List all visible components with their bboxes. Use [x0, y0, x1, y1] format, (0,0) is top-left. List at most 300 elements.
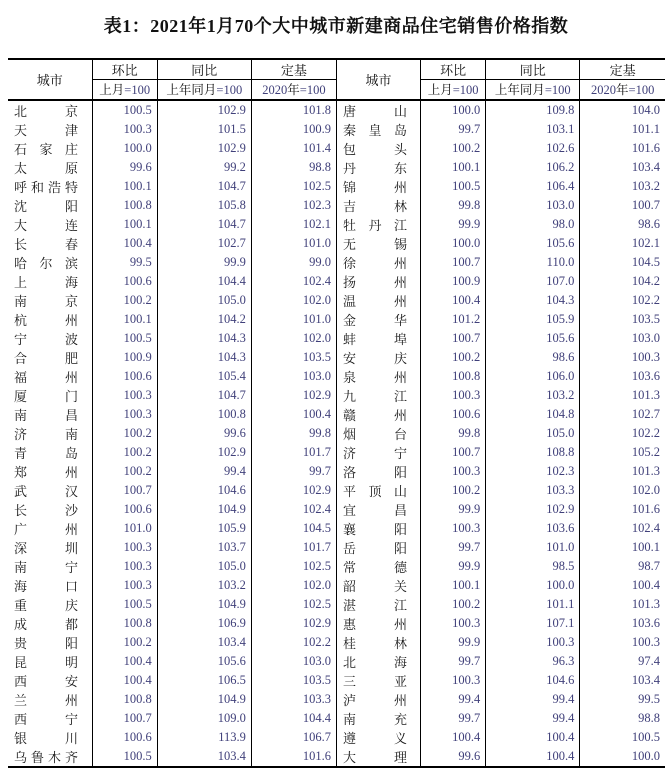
city-cell-left — [8, 100, 92, 120]
table-row — [8, 690, 665, 709]
city-cell-right — [336, 690, 420, 709]
base-value-cell: 104.2 — [580, 272, 665, 291]
yoy-value-cell: 105.0 — [157, 557, 251, 576]
base-value-cell: 102.4 — [251, 272, 336, 291]
header-city-right: 城市 — [336, 59, 420, 100]
base-value-cell: 102.0 — [251, 329, 336, 348]
city-name: 天津 — [14, 122, 78, 138]
header-base-right: 定基 — [580, 59, 665, 80]
city-name: 吉林 — [342, 198, 407, 214]
city-name: 长沙 — [14, 502, 78, 518]
city-name: 泉州 — [342, 369, 407, 385]
base-value-cell: 100.3 — [580, 633, 665, 652]
mom-value-cell: 99.9 — [421, 215, 486, 234]
yoy-value-cell: 106.0 — [486, 367, 580, 386]
mom-value-cell: 100.2 — [92, 291, 157, 310]
city-cell-right — [336, 253, 420, 272]
base-value-cell: 101.6 — [251, 747, 336, 767]
mom-value-cell: 100.5 — [92, 329, 157, 348]
mom-value-cell: 100.3 — [92, 405, 157, 424]
base-value-cell: 102.4 — [251, 500, 336, 519]
yoy-value-cell: 109.8 — [486, 100, 580, 120]
yoy-value-cell: 104.6 — [157, 481, 251, 500]
table-row — [8, 405, 665, 424]
table-row — [8, 500, 665, 519]
city-cell-left — [8, 158, 92, 177]
yoy-value-cell: 106.4 — [486, 177, 580, 196]
city-name: 南京 — [14, 293, 78, 309]
city-name: 昆明 — [14, 654, 78, 670]
table-row — [8, 709, 665, 728]
base-value-cell: 98.7 — [580, 557, 665, 576]
city-cell-left — [8, 671, 92, 690]
base-value-cell: 103.0 — [251, 652, 336, 671]
mom-value-cell: 100.9 — [421, 272, 486, 291]
city-name: 安庆 — [342, 350, 407, 366]
yoy-value-cell: 103.6 — [486, 519, 580, 538]
subheader-base-right: 2020年=100 — [580, 80, 665, 100]
yoy-value-cell: 99.4 — [157, 462, 251, 481]
city-cell-left — [8, 215, 92, 234]
city-name: 赣州 — [342, 407, 407, 423]
mom-value-cell: 100.5 — [92, 747, 157, 767]
mom-value-cell: 99.4 — [421, 690, 486, 709]
base-value-cell: 102.9 — [251, 481, 336, 500]
city-name: 合肥 — [14, 350, 78, 366]
base-value-cell: 102.5 — [251, 177, 336, 196]
yoy-value-cell: 105.6 — [157, 652, 251, 671]
mom-value-cell: 99.6 — [421, 747, 486, 767]
subheader-number: =100 — [216, 83, 243, 98]
city-cell-right — [336, 671, 420, 690]
table-row — [8, 595, 665, 614]
yoy-value-cell: 102.3 — [486, 462, 580, 481]
mom-value-cell: 100.5 — [92, 100, 157, 120]
city-cell-right — [336, 709, 420, 728]
city-name: 扬州 — [342, 274, 407, 290]
yoy-value-cell: 98.5 — [486, 557, 580, 576]
header-city-left: 城市 — [36, 72, 63, 88]
table-row — [8, 120, 665, 139]
subheader-number: 2020 — [262, 83, 288, 98]
city-cell-left — [8, 329, 92, 348]
yoy-value-cell: 104.3 — [157, 348, 251, 367]
base-value-cell: 103.5 — [580, 310, 665, 329]
city-cell-left — [8, 538, 92, 557]
yoy-value-cell: 105.9 — [157, 519, 251, 538]
city-name: 三亚 — [342, 673, 407, 689]
mom-value-cell: 100.4 — [421, 291, 486, 310]
base-value-cell: 102.9 — [251, 386, 336, 405]
table-row — [8, 329, 665, 348]
city-name: 岳阳 — [342, 540, 407, 556]
yoy-value-cell: 105.6 — [486, 329, 580, 348]
city-cell-right — [336, 747, 420, 767]
city-cell-right — [336, 519, 420, 538]
base-value-cell: 102.2 — [580, 424, 665, 443]
table-row — [8, 177, 665, 196]
city-cell-left — [8, 253, 92, 272]
yoy-value-cell: 106.5 — [157, 671, 251, 690]
header-base-left: 定基 — [251, 59, 336, 80]
yoy-value-cell: 103.1 — [486, 120, 580, 139]
yoy-value-cell: 99.9 — [157, 253, 251, 272]
city-cell-left — [8, 424, 92, 443]
base-value-cell: 102.9 — [251, 614, 336, 633]
city-cell-right — [336, 386, 420, 405]
city-name: 武汉 — [14, 483, 78, 499]
city-name: 蚌埠 — [342, 331, 407, 347]
city-cell-left — [8, 177, 92, 196]
mom-value-cell: 100.3 — [421, 671, 486, 690]
header-yoy-right: 同比 — [486, 59, 580, 80]
city-cell-right — [336, 633, 420, 652]
city-name: 大连 — [14, 217, 78, 233]
table-row — [8, 443, 665, 462]
city-name: 南昌 — [14, 407, 78, 423]
subheader-number: =100 — [544, 83, 571, 98]
base-value-cell: 103.6 — [580, 614, 665, 633]
header-row-main — [8, 59, 665, 80]
base-value-cell: 103.5 — [251, 348, 336, 367]
city-name: 桂林 — [342, 635, 407, 651]
yoy-value-cell: 102.9 — [157, 100, 251, 120]
base-value-cell: 99.5 — [580, 690, 665, 709]
city-name: 北京 — [14, 103, 78, 119]
mom-value-cell: 100.7 — [421, 443, 486, 462]
city-cell-right — [336, 595, 420, 614]
yoy-value-cell: 100.4 — [486, 728, 580, 747]
base-value-cell: 100.0 — [580, 747, 665, 767]
city-name: 韶关 — [342, 578, 407, 594]
mom-value-cell: 100.6 — [92, 367, 157, 386]
city-cell-right — [336, 481, 420, 500]
mom-value-cell: 100.2 — [92, 443, 157, 462]
subheader-number: =100 — [452, 83, 479, 98]
base-value-cell: 101.1 — [580, 120, 665, 139]
city-name: 郑州 — [14, 464, 78, 480]
city-cell-right — [336, 272, 420, 291]
yoy-value-cell: 98.0 — [486, 215, 580, 234]
city-cell-left — [8, 728, 92, 747]
yoy-value-cell: 100.4 — [486, 747, 580, 767]
base-value-cell: 103.0 — [251, 367, 336, 386]
mom-value-cell: 100.8 — [92, 196, 157, 215]
mom-value-cell: 100.2 — [421, 595, 486, 614]
mom-value-cell: 100.3 — [92, 576, 157, 595]
table-row — [8, 291, 665, 310]
subheader-number: 2020 — [591, 83, 616, 98]
base-value-cell: 101.6 — [580, 500, 665, 519]
city-cell-right — [336, 538, 420, 557]
mom-value-cell: 99.7 — [421, 652, 486, 671]
city-name: 太原 — [14, 160, 78, 176]
city-cell-left — [8, 500, 92, 519]
city-cell-left — [8, 690, 92, 709]
city-cell-left — [8, 443, 92, 462]
base-value-cell: 102.0 — [580, 481, 665, 500]
base-value-cell: 103.4 — [580, 158, 665, 177]
subheader-number: =100 — [299, 83, 326, 98]
mom-value-cell: 100.2 — [421, 139, 486, 158]
mom-value-cell: 100.7 — [92, 709, 157, 728]
yoy-value-cell: 99.2 — [157, 158, 251, 177]
table-row — [8, 462, 665, 481]
yoy-value-cell: 104.7 — [157, 177, 251, 196]
city-name: 广州 — [14, 521, 78, 537]
yoy-value-cell: 99.4 — [486, 709, 580, 728]
base-value-cell: 104.0 — [580, 100, 665, 120]
yoy-value-cell: 105.6 — [486, 234, 580, 253]
base-value-cell: 103.3 — [251, 690, 336, 709]
yoy-value-cell: 104.9 — [157, 690, 251, 709]
city-name: 上海 — [14, 274, 78, 290]
mom-value-cell: 99.9 — [421, 557, 486, 576]
yoy-value-cell: 96.3 — [486, 652, 580, 671]
city-cell-right — [336, 424, 420, 443]
base-value-cell: 100.4 — [580, 576, 665, 595]
base-value-cell: 103.6 — [580, 367, 665, 386]
yoy-value-cell: 104.2 — [157, 310, 251, 329]
yoy-value-cell: 103.2 — [486, 386, 580, 405]
city-cell-left — [8, 120, 92, 139]
mom-value-cell: 100.0 — [92, 139, 157, 158]
yoy-value-cell: 104.7 — [157, 386, 251, 405]
base-value-cell: 101.4 — [251, 139, 336, 158]
base-value-cell: 100.7 — [580, 196, 665, 215]
yoy-value-cell: 105.9 — [486, 310, 580, 329]
city-cell-left — [8, 367, 92, 386]
base-value-cell: 103.5 — [251, 671, 336, 690]
city-name: 牡丹江 — [342, 217, 407, 233]
city-name: 银川 — [14, 730, 78, 746]
yoy-value-cell: 99.6 — [157, 424, 251, 443]
base-value-cell: 99.8 — [251, 424, 336, 443]
city-cell-right — [336, 500, 420, 519]
city-name: 锦州 — [342, 179, 407, 195]
base-value-cell: 103.0 — [580, 329, 665, 348]
table-row — [8, 386, 665, 405]
city-cell-right — [336, 234, 420, 253]
table-body — [8, 100, 665, 767]
base-value-cell: 100.4 — [251, 405, 336, 424]
mom-value-cell: 100.2 — [92, 633, 157, 652]
mom-value-cell: 100.2 — [92, 462, 157, 481]
mom-value-cell: 100.4 — [421, 728, 486, 747]
mom-value-cell: 99.8 — [421, 424, 486, 443]
yoy-value-cell: 104.9 — [157, 595, 251, 614]
city-cell-left — [8, 348, 92, 367]
city-name: 济南 — [14, 426, 78, 442]
city-name: 九江 — [342, 388, 407, 404]
city-name: 西宁 — [14, 711, 78, 727]
yoy-value-cell: 103.0 — [486, 196, 580, 215]
city-name: 金华 — [342, 312, 407, 328]
mom-value-cell: 100.8 — [421, 367, 486, 386]
yoy-value-cell: 104.6 — [486, 671, 580, 690]
yoy-value-cell: 99.4 — [486, 690, 580, 709]
city-cell-left — [8, 234, 92, 253]
city-name: 济宁 — [342, 445, 407, 461]
base-value-cell: 100.1 — [580, 538, 665, 557]
yoy-value-cell: 104.4 — [157, 272, 251, 291]
city-name: 南宁 — [14, 559, 78, 575]
city-cell-right — [336, 348, 420, 367]
city-name: 贵阳 — [14, 635, 78, 651]
city-cell-right — [336, 557, 420, 576]
table-row — [8, 348, 665, 367]
table-row — [8, 367, 665, 386]
city-name: 无锡 — [342, 236, 407, 252]
yoy-value-cell: 105.0 — [157, 291, 251, 310]
mom-value-cell: 101.2 — [421, 310, 486, 329]
mom-value-cell: 100.3 — [92, 120, 157, 139]
base-value-cell: 105.2 — [580, 443, 665, 462]
mom-value-cell: 100.2 — [421, 348, 486, 367]
mom-value-cell: 100.4 — [92, 234, 157, 253]
base-value-cell: 103.4 — [580, 671, 665, 690]
base-value-cell: 101.8 — [251, 100, 336, 120]
base-value-cell: 98.8 — [251, 158, 336, 177]
table-row — [8, 747, 665, 767]
table-row — [8, 614, 665, 633]
table-row — [8, 196, 665, 215]
city-name: 海口 — [14, 578, 78, 594]
base-value-cell: 97.4 — [580, 652, 665, 671]
city-cell-right — [336, 443, 420, 462]
mom-value-cell: 100.3 — [92, 557, 157, 576]
mom-value-cell: 100.0 — [421, 234, 486, 253]
base-value-cell: 101.0 — [251, 234, 336, 253]
yoy-value-cell: 100.8 — [157, 405, 251, 424]
base-value-cell: 101.7 — [251, 443, 336, 462]
yoy-value-cell: 103.3 — [486, 481, 580, 500]
base-value-cell: 99.0 — [251, 253, 336, 272]
subheader-mom-right: 上月=100 — [421, 80, 486, 100]
base-value-cell: 99.7 — [251, 462, 336, 481]
mom-value-cell: 100.9 — [92, 348, 157, 367]
mom-value-cell: 100.3 — [421, 462, 486, 481]
city-cell-right — [336, 215, 420, 234]
city-cell-right — [336, 310, 420, 329]
city-name: 呼和浩特 — [14, 179, 78, 195]
base-value-cell: 101.0 — [251, 310, 336, 329]
mom-value-cell: 99.8 — [421, 196, 486, 215]
table-header — [8, 59, 665, 100]
base-value-cell: 104.5 — [251, 519, 336, 538]
table-row — [8, 100, 665, 120]
mom-value-cell: 99.9 — [421, 500, 486, 519]
mom-value-cell: 100.5 — [92, 595, 157, 614]
table-row — [8, 424, 665, 443]
city-name: 温州 — [342, 293, 407, 309]
base-value-cell: 104.4 — [251, 709, 336, 728]
city-name: 包头 — [342, 141, 407, 157]
mom-value-cell: 100.1 — [92, 215, 157, 234]
mom-value-cell: 100.6 — [421, 405, 486, 424]
city-cell-right — [336, 405, 420, 424]
mom-value-cell: 100.7 — [92, 481, 157, 500]
table-row — [8, 633, 665, 652]
base-value-cell: 101.3 — [580, 462, 665, 481]
table-row — [8, 728, 665, 747]
yoy-value-cell: 104.9 — [157, 500, 251, 519]
base-value-cell: 102.5 — [251, 595, 336, 614]
city-cell-right — [336, 196, 420, 215]
city-cell-right — [336, 158, 420, 177]
base-value-cell: 102.1 — [580, 234, 665, 253]
city-cell-right — [336, 291, 420, 310]
yoy-value-cell: 102.9 — [486, 500, 580, 519]
mom-value-cell: 100.6 — [92, 500, 157, 519]
mom-value-cell: 100.3 — [421, 519, 486, 538]
base-value-cell: 98.6 — [580, 215, 665, 234]
base-value-cell: 103.2 — [580, 177, 665, 196]
city-name: 石家庄 — [14, 141, 78, 157]
mom-value-cell: 100.7 — [421, 253, 486, 272]
city-name: 重庆 — [14, 597, 78, 613]
table-row — [8, 481, 665, 500]
yoy-value-cell: 98.6 — [486, 348, 580, 367]
city-name: 西安 — [14, 673, 78, 689]
base-value-cell: 100.9 — [251, 120, 336, 139]
city-name: 福州 — [14, 369, 78, 385]
mom-value-cell: 100.6 — [92, 272, 157, 291]
base-value-cell: 104.5 — [580, 253, 665, 272]
mom-value-cell: 99.7 — [421, 709, 486, 728]
subheader-yoy-left: 上年同月=100 — [157, 80, 251, 100]
base-value-cell: 102.2 — [580, 291, 665, 310]
subheader-number: =100 — [124, 83, 151, 98]
city-name: 烟台 — [342, 426, 407, 442]
city-name: 长春 — [14, 236, 78, 252]
city-name: 宜昌 — [342, 502, 407, 518]
yoy-value-cell: 102.9 — [157, 443, 251, 462]
table-row — [8, 139, 665, 158]
city-name: 宁波 — [14, 331, 78, 347]
city-cell-right — [336, 177, 420, 196]
mom-value-cell: 100.1 — [92, 177, 157, 196]
city-cell-right — [336, 728, 420, 747]
yoy-value-cell: 105.4 — [157, 367, 251, 386]
city-name: 常德 — [342, 559, 407, 575]
city-name: 惠州 — [342, 616, 407, 632]
city-name: 洛阳 — [342, 464, 407, 480]
city-cell-left — [8, 519, 92, 538]
yoy-value-cell: 100.0 — [486, 576, 580, 595]
yoy-value-cell: 100.3 — [486, 633, 580, 652]
yoy-value-cell: 102.6 — [486, 139, 580, 158]
yoy-value-cell: 106.9 — [157, 614, 251, 633]
base-value-cell: 102.1 — [251, 215, 336, 234]
yoy-value-cell: 107.1 — [486, 614, 580, 633]
mom-value-cell: 100.2 — [421, 481, 486, 500]
mom-value-cell: 100.3 — [421, 614, 486, 633]
city-cell-right — [336, 652, 420, 671]
mom-value-cell: 100.3 — [92, 538, 157, 557]
base-value-cell: 102.7 — [580, 405, 665, 424]
table-row — [8, 519, 665, 538]
base-value-cell: 102.0 — [251, 291, 336, 310]
yoy-value-cell: 110.0 — [486, 253, 580, 272]
city-name: 北海 — [342, 654, 407, 670]
city-name: 沈阳 — [14, 198, 78, 214]
base-value-cell: 98.8 — [580, 709, 665, 728]
base-value-cell: 101.3 — [580, 595, 665, 614]
city-cell-right — [336, 100, 420, 120]
table-title: 表1：2021年1月70个大中城市新建商品住宅销售价格指数 — [103, 16, 569, 36]
subheader-number: =100 — [628, 83, 655, 98]
